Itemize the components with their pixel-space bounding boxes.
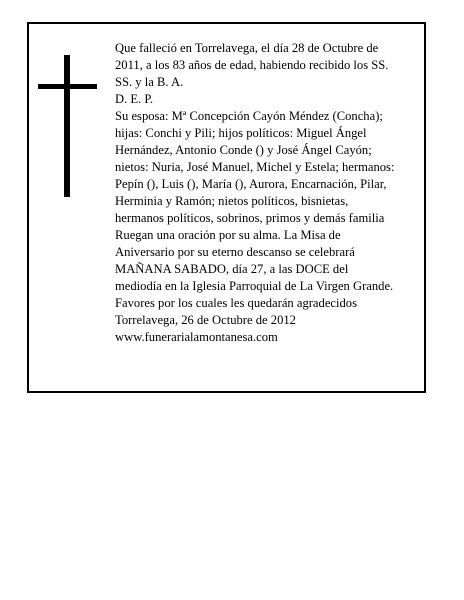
website-link[interactable]: www.funerarialamontanesa.com: [115, 330, 278, 344]
text-line: Que falleció en Torrelavega, el día 28 de Octubre de: [115, 41, 379, 55]
date-line: Torrelavega, 26 de Octubre de 2012: [115, 313, 296, 327]
rip-line: D. E. P.: [115, 92, 154, 106]
text-line: mediodía en la Iglesia Parroquial de La Virgen Grande.: [115, 279, 394, 293]
obituary-text: [115, 40, 421, 346]
text-line: SS. y la B. A.: [115, 75, 184, 89]
text-line: Hernández, Antonio Conde () y José Ángel Cayón;: [115, 143, 372, 157]
cross-icon-crossbar: [38, 84, 97, 89]
text-line: nietos: Nuria, José Manuel, Michel y Estela; hermanos:: [115, 160, 395, 174]
text-line: Ruegan una oración por su alma. La Misa de: [115, 228, 341, 242]
cross-icon: [64, 55, 70, 197]
text-line: hijas: Conchi y Pili; hijos políticos: Miguel Ángel: [115, 126, 367, 140]
text-line: Favores por los cuales les quedarán agradecidos: [115, 296, 357, 310]
text-line: hermanos políticos, sobrinos, primos y demás familia: [115, 211, 385, 225]
text-line: Pepín (), Luis (), María (), Aurora, Encarnación, Pilar,: [115, 177, 387, 191]
text-line: Su esposa: Mª Concepción Cayón Méndez (Concha);: [115, 109, 383, 123]
text-line: 2011, a los 83 años de edad, habiendo recibido los SS.: [115, 58, 389, 72]
text-line: Aniversario por su eterno descanso se celebrará: [115, 245, 355, 259]
text-line: Herminia y Ramón; nietos políticos, bisnietas,: [115, 194, 349, 208]
text-line: MAÑANA SABADO, día 27, a las DOCE del: [115, 262, 349, 276]
